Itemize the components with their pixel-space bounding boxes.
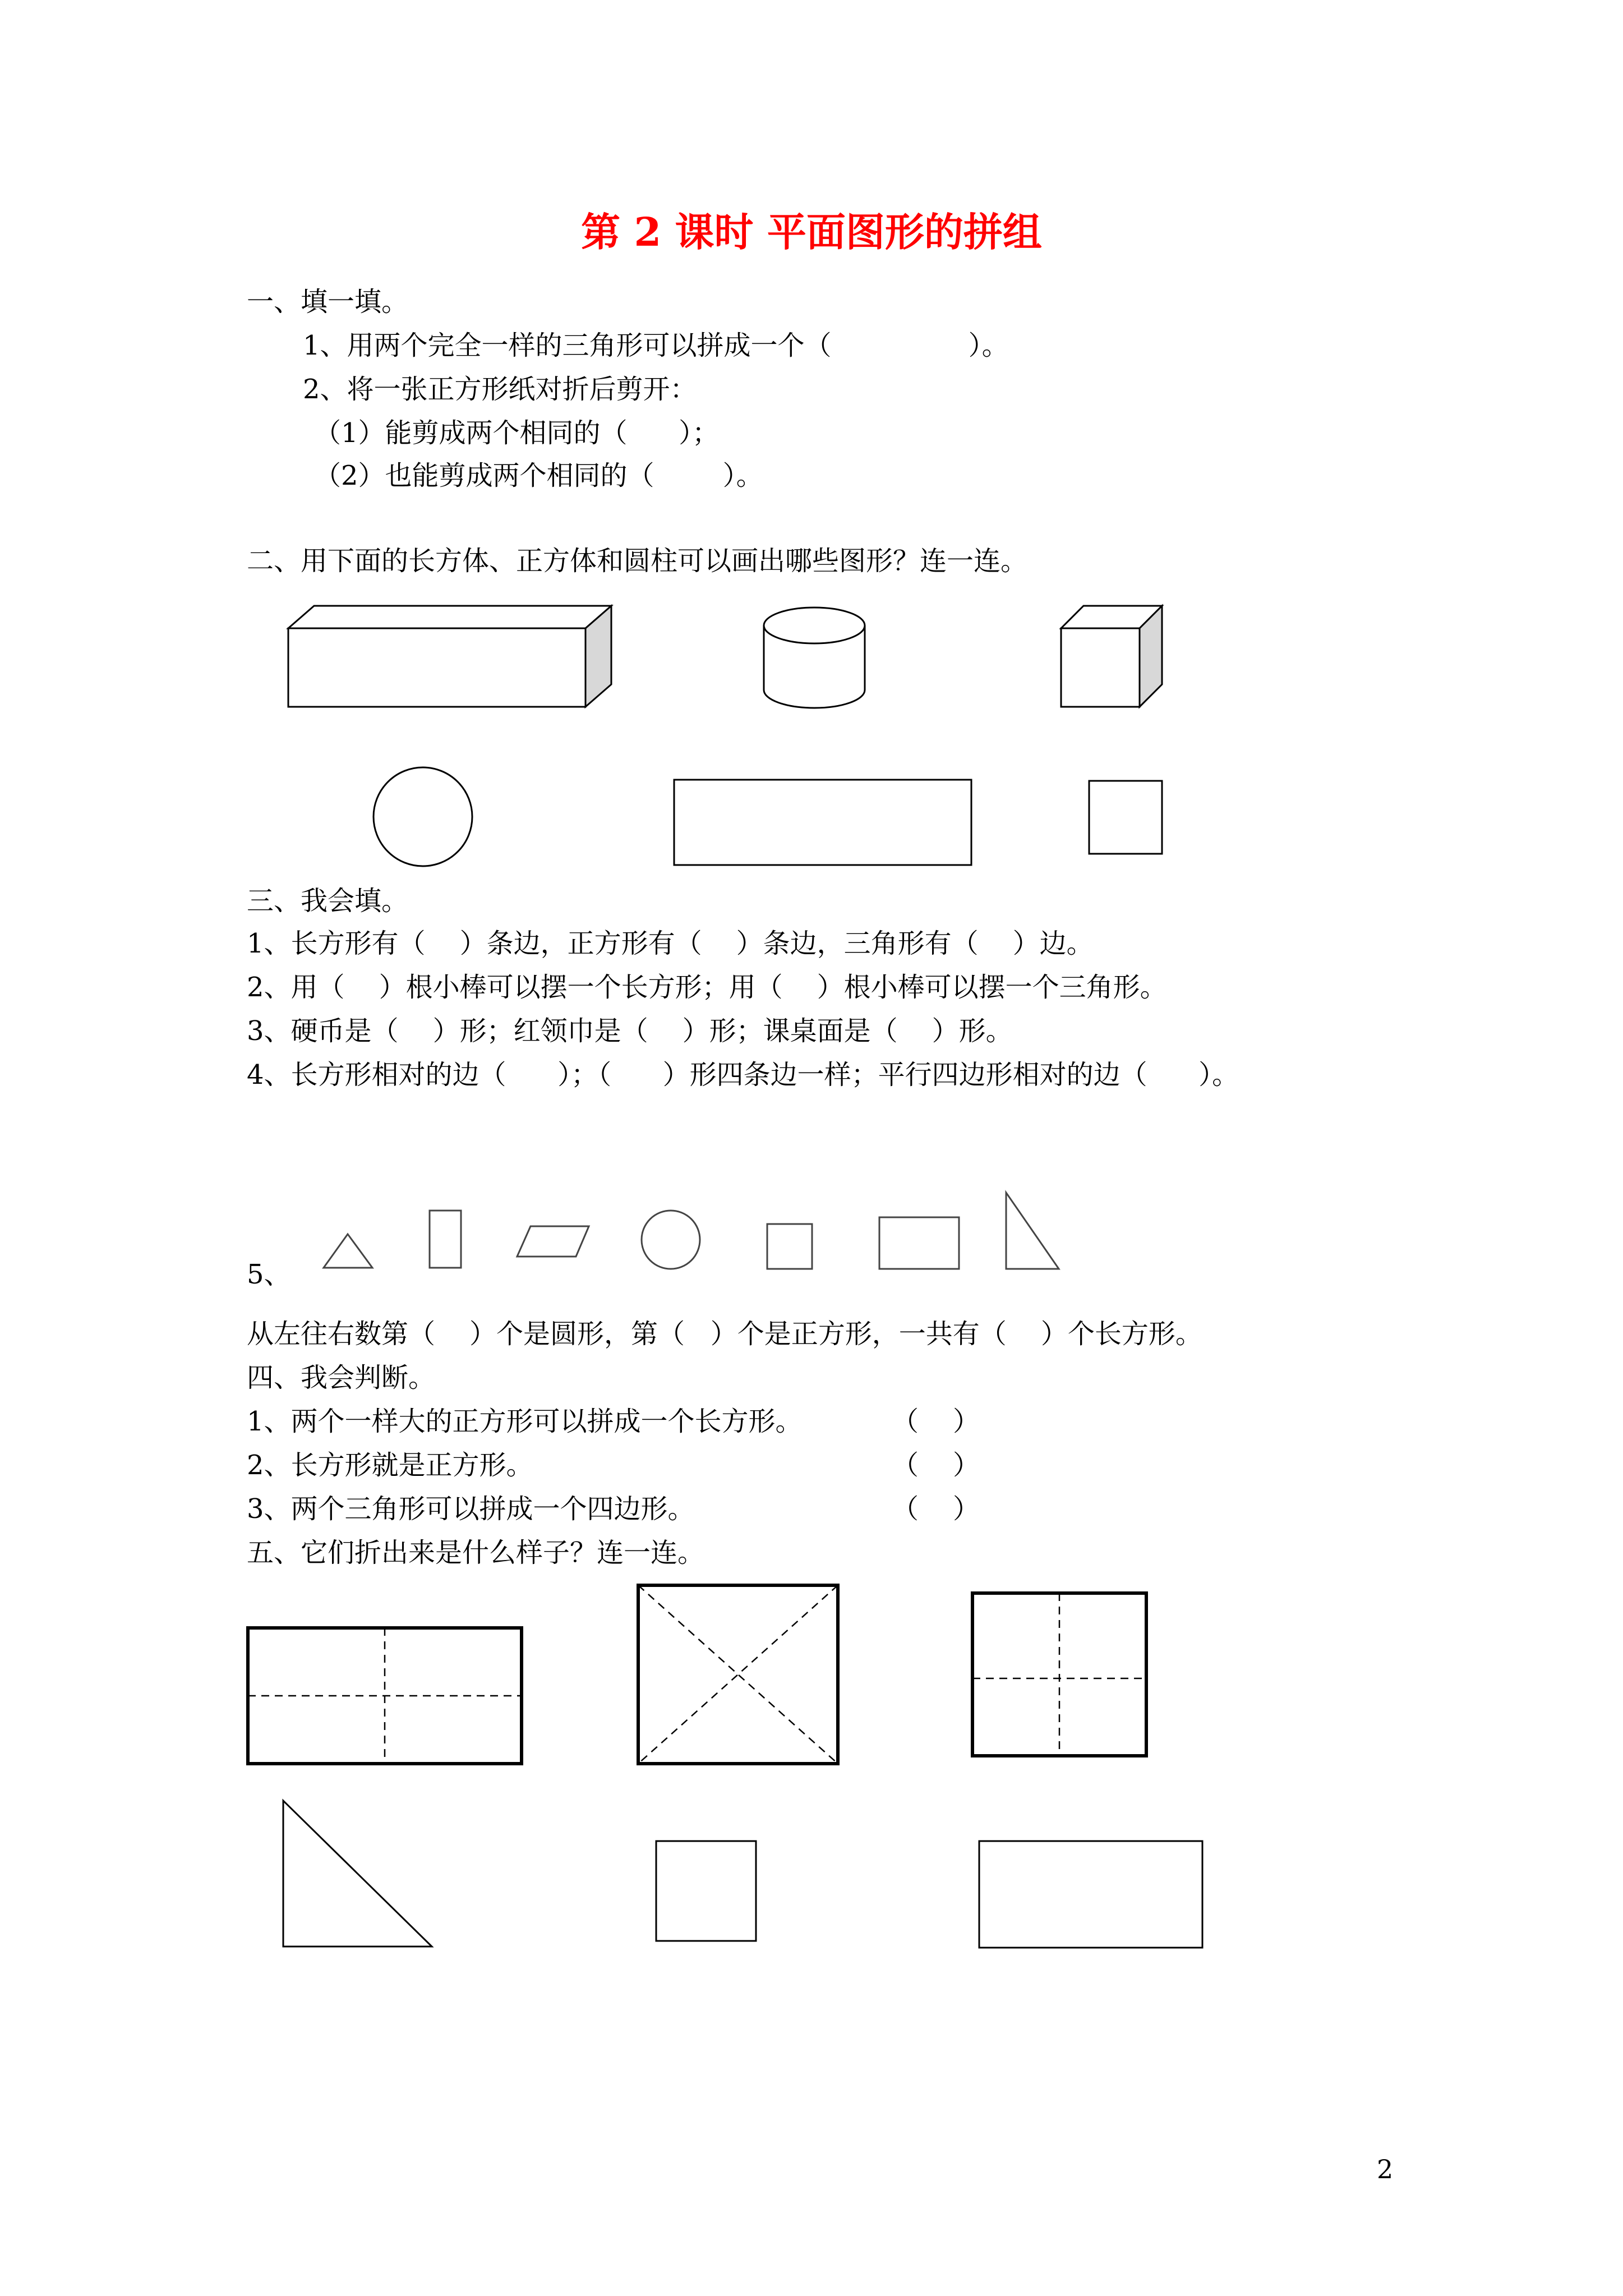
result-triangle-shape <box>283 1801 432 1947</box>
section4-heading: 四、我会判断。 <box>247 1362 436 1393</box>
square-shape <box>1089 781 1162 854</box>
section2-heading: 二、用下面的长方体、正方体和圆柱可以画出哪些图形？连一连。 <box>247 545 1028 577</box>
q5-tall-rectangle-shape <box>430 1211 461 1268</box>
page-title: 第 2 课时 平面图形的拼组 <box>581 209 1042 255</box>
section3-question-5-text: 从左往右数第（ ）个是圆形，第（ ）个是正方形，一共有（ ）个长方形。 <box>247 1318 1202 1350</box>
section4-question-2: 2、长方形就是正方形。 <box>247 1450 533 1481</box>
section3-question-2: 2、用（ ）根小棒可以摆一个长方形；用（ ）根小棒可以摆一个三角形。 <box>247 972 1167 1003</box>
section1-question-2: 2、将一张正方形纸对折后剪开： <box>303 374 697 405</box>
section4-answer-bracket-2: （ ） <box>892 1450 980 1481</box>
q5-right-triangle-shape <box>1006 1193 1059 1269</box>
section4-answer-bracket-1: （ ） <box>892 1406 980 1437</box>
folded-diagonal-square-figure <box>638 1585 838 1764</box>
page-number: 2 <box>1377 2154 1394 2184</box>
cuboid-figure <box>288 606 611 707</box>
q5-wide-rectangle-shape <box>879 1217 959 1269</box>
section4-question-1: 1、两个一样大的正方形可以拼成一个长方形。 <box>247 1406 803 1437</box>
cylinder-figure <box>764 608 865 708</box>
section1-question-1: 1、用两个完全一样的三角形可以拼成一个（ ）。 <box>303 330 1009 361</box>
q5-square-shape <box>767 1224 812 1269</box>
section3-heading: 三、我会填。 <box>247 885 409 917</box>
result-square-shape <box>656 1841 756 1941</box>
section3-question-5-number: 5、 <box>247 1259 291 1290</box>
section1-question-2a: （1）能剪成两个相同的（ ）； <box>314 417 720 449</box>
section1-heading: 一、填一填。 <box>247 286 409 318</box>
section5-heading: 五、它们折出来是什么样子？连一连。 <box>247 1537 705 1568</box>
q5-parallelogram-shape <box>517 1226 589 1257</box>
folded-square-figure <box>972 1593 1146 1756</box>
section4-answer-bracket-3: （ ） <box>892 1493 980 1525</box>
result-rectangle-shape <box>979 1841 1202 1948</box>
circle-shape <box>374 767 472 866</box>
q5-circle-shape <box>642 1211 700 1269</box>
section3-question-3: 3、硬币是（ ）形；红领巾是（ ）形；课桌面是（ ）形。 <box>247 1015 1013 1047</box>
rectangle-shape <box>674 780 971 865</box>
section3-question-1: 1、长方形有（ ）条边，正方形有（ ）条边，三角形有（ ）边。 <box>247 928 1094 959</box>
folded-rectangle-figure <box>248 1628 522 1764</box>
cube-figure <box>1061 606 1162 707</box>
section4-question-3: 3、两个三角形可以拼成一个四边形。 <box>247 1493 695 1525</box>
section1-question-2b: （2）也能剪成两个相同的（ ）。 <box>314 460 763 491</box>
section3-question-4: 4、长方形相对的边（ ）；（ ）形四条边一样；平行四边形相对的边（ ）。 <box>247 1059 1239 1091</box>
q5-triangle-shape <box>324 1234 372 1268</box>
